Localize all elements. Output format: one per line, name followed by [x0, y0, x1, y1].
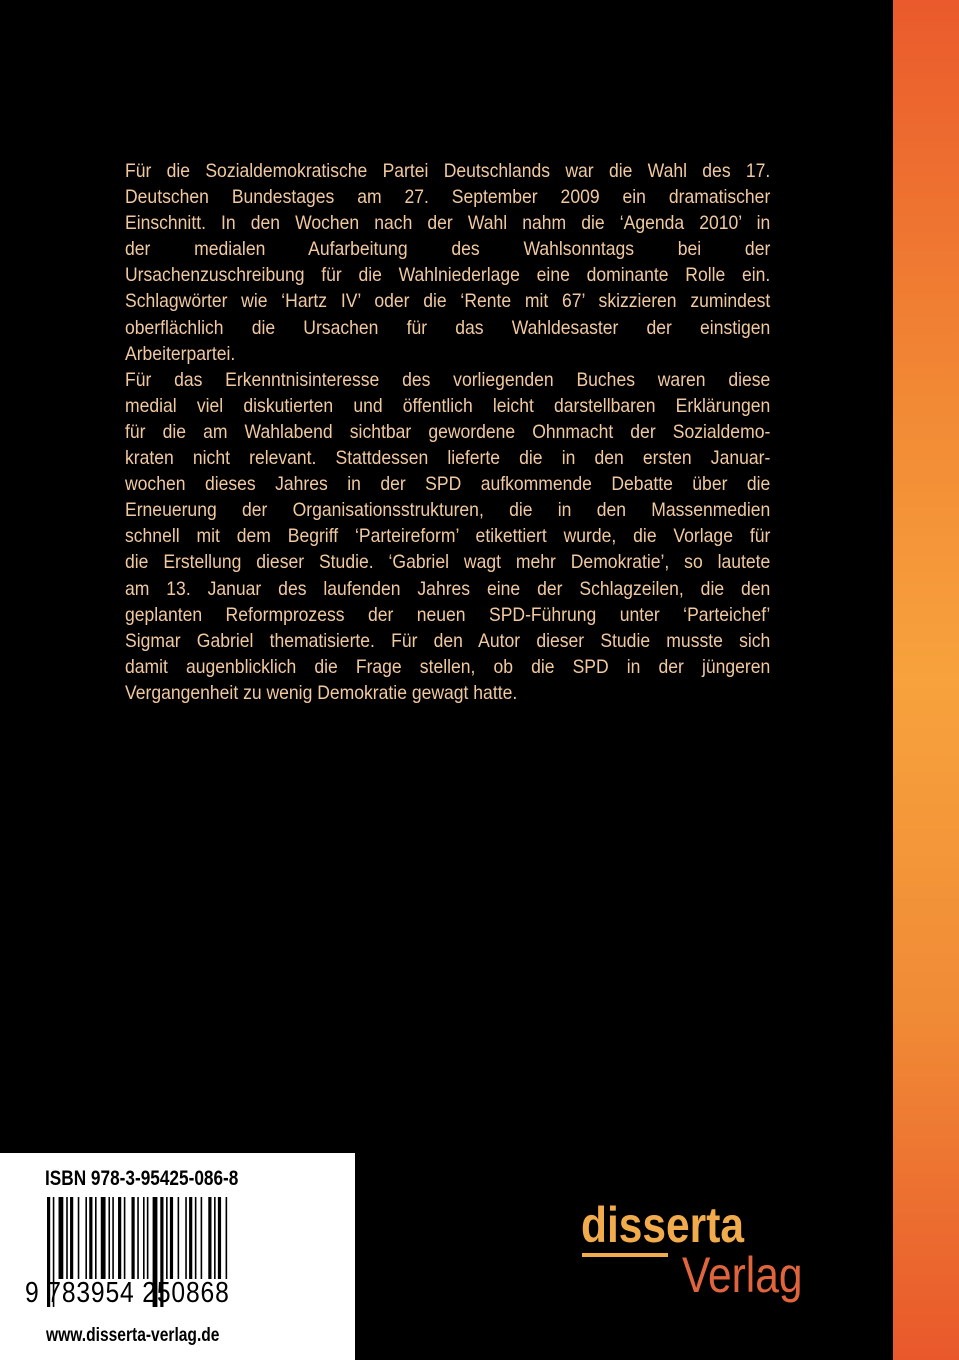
barcode-bar	[166, 1197, 168, 1279]
blurb-line: Für das Erkenntnisinteresse des vorliegenden Buches waren diese	[125, 368, 771, 391]
blurb-line: Erneuerung der Organisationsstrukturen, die in den Massenmedien	[125, 499, 771, 522]
blurb-line: Sigmar Gabriel thematisierte. Für den Autor dieser Studie musste sich	[125, 629, 771, 652]
blurb-line: Einschnitt. In den Wochen nach der Wahl nahm die ‘Agenda 2010’ in	[125, 212, 771, 235]
barcode-bar	[66, 1197, 68, 1279]
blurb-line: die Erstellung dieser Studie. ‘Gabriel wagt mehr Demokratie’, so lautete	[125, 551, 771, 574]
barcode-bar	[101, 1197, 106, 1279]
publisher-url: www.disserta-verlag.de	[46, 1325, 220, 1346]
barcode-bar	[108, 1197, 110, 1279]
barcode-bar	[178, 1197, 180, 1279]
blurb-line: Arbeiterpartei.	[125, 342, 236, 365]
barcode-bar	[85, 1197, 87, 1279]
barcode-bar	[112, 1197, 114, 1279]
barcode-bar	[170, 1197, 173, 1279]
blurb-line: Vergangenheit zu wenig Demokratie gewagt hatte.	[125, 681, 518, 704]
barcode-digits: 9 783954 250868	[25, 1277, 230, 1309]
isbn-box	[0, 1153, 355, 1360]
blurb-line: damit augenblicklich die Frage stellen, ob die SPD in der jüngeren	[125, 655, 771, 678]
publisher-logo-rule	[582, 1253, 668, 1257]
barcode-bar	[70, 1197, 73, 1279]
barcode-bar	[214, 1197, 216, 1279]
blurb-line: am 13. Januar des laufenden Jahres eine der Schlagzeilen, die den	[125, 577, 771, 600]
blurb-line: Deutschen Bundestages am 27. September 2009 ein dramatischer	[125, 186, 771, 209]
blurb-line: der medialen Aufarbeitung des Wahlsonntags bei der	[125, 238, 771, 261]
barcode-bar	[124, 1197, 126, 1279]
barcode-bar	[218, 1197, 221, 1279]
orange-spine-strip	[893, 0, 959, 1360]
barcode-bar	[189, 1197, 192, 1279]
barcode-bar	[147, 1197, 149, 1279]
back-cover-blurb	[125, 158, 770, 706]
barcode-bar	[143, 1197, 145, 1279]
barcode-bar	[185, 1197, 187, 1279]
barcode-bar	[208, 1197, 211, 1279]
publisher-logo-verlag: Verlag	[682, 1247, 803, 1303]
blurb-line: Für die Sozialdemokratische Partei Deutschlands war die Wahl des 17.	[125, 160, 771, 182]
barcode-bar	[195, 1197, 197, 1279]
blurb-line: medial viel diskutierten und öffentlich leicht darstellbaren Erklärungen	[125, 394, 771, 417]
barcode-bar	[95, 1197, 97, 1279]
publisher-logo-disserta: disserta	[581, 1197, 745, 1253]
blurb-line: schnell mit dem Begriff ‘Parteireform’ etikettiert wurde, die Vorlage für	[125, 525, 771, 548]
blurb-line: für die am Wahlabend sichtbar gewordene Ohnmacht der Sozialdemo-	[125, 420, 771, 443]
blurb-line: Schlagwörter wie ‘Hartz IV’ oder die ‘Rente mit 67’ skizzieren zumindest	[125, 290, 771, 313]
blurb-line: Ursachenzuschreibung für die Wahlniederlage eine dominante Rolle ein.	[125, 264, 771, 287]
barcode-bar	[78, 1197, 80, 1279]
barcode-bar	[89, 1197, 92, 1279]
barcode-bar	[201, 1197, 203, 1279]
barcode-bar	[59, 1197, 64, 1279]
isbn-label: ISBN 978-3-95425-086-8	[45, 1167, 239, 1190]
blurb-line: geplanten Reformprozess der neuen SPD-Führung unter ‘Parteichef’	[125, 603, 771, 626]
blurb-line: wochen dieses Jahres in der SPD aufkommende Debatte über die	[125, 473, 771, 496]
barcode-bar	[131, 1197, 134, 1279]
barcode-bar	[226, 1197, 228, 1279]
barcode-bar	[137, 1197, 139, 1279]
blurb-line: kraten nicht relevant. Stattdessen lieferte die in den ersten Januar-	[125, 447, 771, 470]
barcode-bar	[118, 1197, 121, 1279]
blurb-line: oberflächlich die Ursachen für das Wahldesaster der einstigen	[125, 316, 771, 339]
